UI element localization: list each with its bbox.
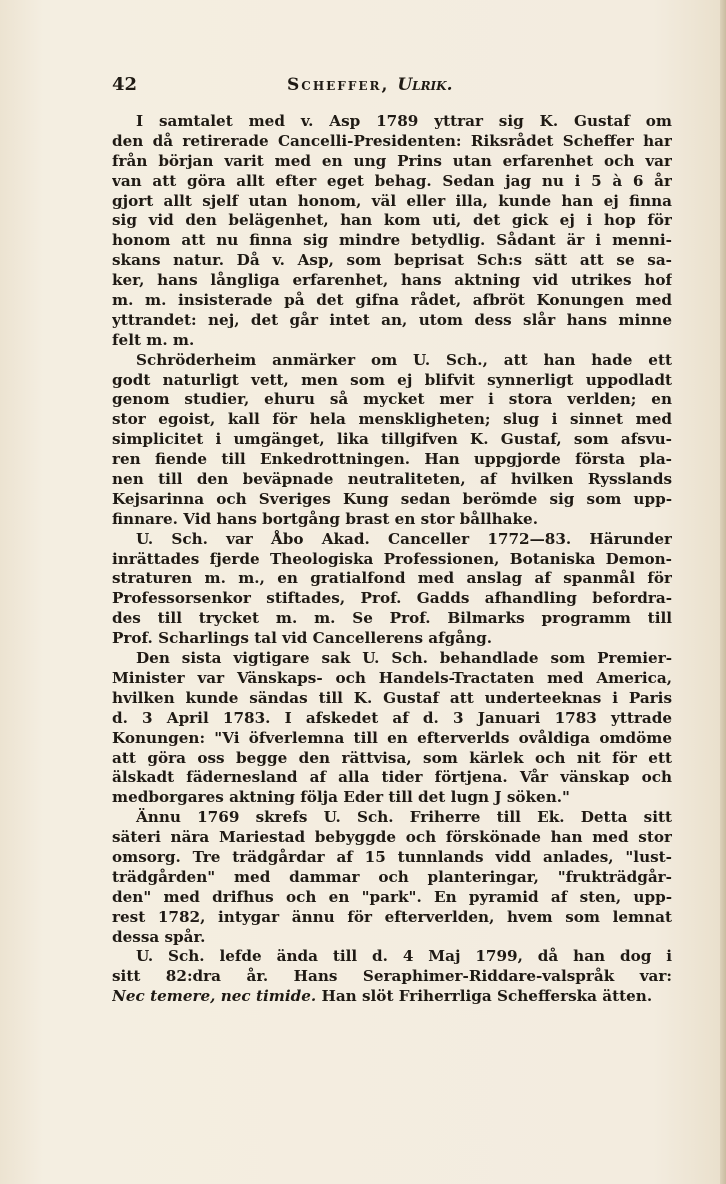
text-line: Schröderheim anmärker om U. Sch., att han hade ett [136,350,672,369]
motto-intro: sitt 82:dra år. Hans Seraphimer-Riddare-valspråk var: [112,967,672,986]
text-line: säteri nära Mariestad bebyggde och förskönade han med stor [112,828,672,847]
text-line: genom studier, ehuru så mycket mer i stora verlden; en [112,390,672,409]
text-line: omsorg. Tre trädgårdar af 15 tunnlands vidd anlades, "lust- [112,847,672,866]
text-line: d. 3 April 1783. I afskedet af d. 3 Januari 1783 yttrade [112,708,672,727]
text-line: Konungen: "Vi öfverlemna till en efterverlds ovåldiga omdöme [112,728,672,747]
body-text [112,112,672,1007]
text-line: ren fiende till Enkedrottningen. Han uppgjorde första pla- [112,450,672,469]
text-line: godt naturligt vett, men som ej blifvit synnerligt uppodladt [112,370,672,389]
text-line: I samtalet med v. Asp 1789 yttrar sig K. Gustaf om [136,112,672,130]
text-line [112,987,672,1007]
text-line: den då retirerade Cancelli-Presidenten: Riksrådet Scheffer har [112,131,672,150]
page-number: 42 [112,74,138,95]
text-line: älskadt fädernesland af alla tider förtjena. Vår vänskap och [112,768,672,787]
text-line: Den sista vigtigare sak U. Sch. behandlade som Premier- [136,649,672,668]
text-line: stor egoist, kall för hela menskligheten; slug i sinnet med [112,410,672,429]
text-line: Minister var Vänskaps- och Handels-Tractaten med America, [112,668,672,687]
text-line: Professorsenkor stiftades, Prof. Gadds afhandling befordra- [112,589,672,608]
text-line: inrättades fjerde Theologiska Professionen, Botaniska Demon- [112,549,672,568]
motto: Nec temere, nec timide. [112,987,317,1006]
text-line: U. Sch. var Åbo Akad. Canceller 1772—83. Härunder [136,529,672,548]
text-line: van att göra allt efter eget behag. Sedan jag nu i 5 à 6 år [112,171,672,190]
running-head-given-name: Ulrik. [397,75,453,95]
page-edge [720,0,726,1184]
text-line [112,967,672,987]
text-line: finnare. Vid hans bortgång brast en stor bållhake. [112,509,538,528]
text-line: nen till den beväpnade neutraliteten, af hvilken Rysslands [112,470,672,489]
text-line: rest 1782, intygar ännu för efterverlden, hvem som lemnat [112,907,672,926]
text-line: skans natur. Då v. Asp, som beprisat Sch:s sätt att se sa- [112,251,672,270]
text-line: Ännu 1769 skrefs U. Sch. Friherre till Ek. Detta sitt [136,808,672,827]
text-line: felt m. m. [112,330,195,349]
text-line: att göra oss begge den rättvisa, som kärlek och nit för ett [112,748,672,767]
text-line: yttrandet: nej, det går intet an, utom dess slår hans minne [112,310,672,329]
closing-sentence: Han slöt Friherrliga Schefferska ätten. [321,987,653,1006]
text-line: medborgares aktning följa Eder till det lugn J söken." [112,788,570,807]
text-line: honom att nu finna sig mindre betydlig. Sådant är i menni- [112,231,672,250]
text-line: Prof. Scharlings tal vid Cancellerens afgång. [112,629,493,648]
text-line: ker, hans långliga erfarenhet, hans aktning vid utrikes hof [112,271,672,290]
text-line: des till trycket m. m. Se Prof. Bilmarks programm till [112,609,672,628]
text-line: den" med drifhus och en "park". En pyramid af sten, upp- [112,887,672,906]
text-line: simplicitet i umgänget, lika tillgifven K. Gustaf, som afsvu- [112,430,672,449]
text-line: U. Sch. lefde ända till d. 4 Maj 1799, då han dog i [136,947,672,966]
running-head-surname: Scheffer, [287,75,390,95]
running-head [287,75,453,95]
text-line: sig vid den belägenhet, han kom uti, det gick ej i hop för [112,211,672,230]
text-line: hvilken kunde sändas till K. Gustaf att underteeknas i Paris [112,688,672,707]
text-line: Kejsarinna och Sveriges Kung sedan berömde sig som upp- [112,489,672,508]
text-line: m. m. insisterade på det gifna rådet, afbröt Konungen med [112,291,672,310]
text-line: gjort allt sjelf utan honom, väl eller illa, kunde han ej finna [112,191,672,210]
text-line: straturen m. m., en gratialfond med anslag af spanmål för [112,569,672,588]
text-line: trädgården" med dammar och planteringar, "frukträdgår- [112,867,672,886]
text-line: dessa spår. [112,927,206,946]
page-header [112,74,672,98]
text-line: från början varit med en ung Prins utan erfarenhet och var [112,151,672,170]
